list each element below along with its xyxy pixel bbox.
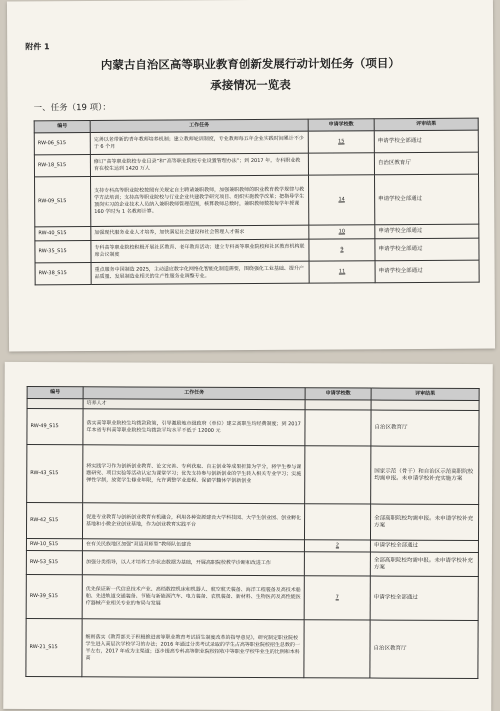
row-code: RW-06_S15 (34, 132, 90, 154)
annex-label: 附件 1 (25, 42, 50, 52)
row-result: 自治区教育厅 (370, 620, 478, 678)
row-result (371, 400, 479, 410)
row-result: 申请学校全部通过 (375, 260, 479, 283)
table-row (27, 445, 479, 505)
row-code: RW-21_S15 (26, 619, 82, 677)
row-task: 修订“高等职业院校专业目录”和“高等职业院校专业设置管理办法”；到 2017 年，专科职业教育在校生达到 1420 万人 (90, 153, 308, 176)
row-schools (304, 620, 370, 678)
row-task: 落实高等职业院校生均拨款政策，引导激励地市级政府（单位）建立高职生均经费制度；到 2017 年本省专科高等职业院校生均拨款平均水平不低于 12000 元 (83, 409, 305, 446)
row-task: 培养人才 (83, 399, 305, 410)
row-schools (305, 446, 371, 504)
document-title: 内蒙古自治区高等职业教育创新发展行动计划任务（项目） (100, 56, 400, 72)
row-task: 完善以老带新的青年教师培养机制；建立教师轮训制度，专业教师每五年企业实践时间累计不少于 6 个月 (90, 131, 308, 154)
row-schools: 7 (304, 576, 370, 620)
row-result: 全部高职院校均需申报。未申请学校补充方案 (370, 504, 478, 540)
section-heading: 一、任务（19 项）： (33, 102, 111, 114)
header-schools: 申请学校数 (305, 388, 371, 400)
row-result: 申请学校全部通过 (370, 540, 478, 552)
row-code: RW-10_S15 (26, 539, 82, 551)
row-code: RW-09_S15 (35, 176, 91, 226)
table-row (35, 260, 479, 285)
row-code (27, 399, 83, 409)
row-task: 支持专科高等职业院校按照有关规定自主聘请兼职教师，加强兼职教师的职业教育教学规律与教学方法培训；支持高等职业院校与行业企业共建教学研究项目、组织实施教学改革；把指导学生顶岗实习的企业技术人员纳入兼职教师管理范围，核算教师总数时，兼职教师数按每学年授课 160 学时为 1 名教师计算。 (91, 175, 309, 226)
row-code: RW-35_S15 (35, 240, 91, 262)
table-row (34, 130, 478, 155)
row-task: 加强现代服务业业人才培养，加快满足社会建设和社会管理人才需求 (91, 225, 309, 240)
row-result: 申请学校全部通过 (370, 576, 478, 620)
table-row (26, 619, 478, 679)
row-result: 自治区教育厅 (371, 410, 479, 446)
row-code: RW-18_S15 (34, 154, 90, 176)
row-task: 将实践学习作为创新创业教育、论文完善、专利获取、自主创业等成果折算为学分，将学生参与课题研究、项目实验等活动认定为课堂学习；优先支持参与创新创业的学生转入相关专业学习；实施弹性学制，放宽学生修业年限，允许调整学业进程、保留学籍休学创新创业 (83, 445, 305, 504)
header-code: 编号 (27, 387, 83, 399)
row-result: 国家示范（骨干）和自治区示范高职院校均需申报。未申请学校补充实施方案 (371, 446, 479, 504)
header-result: 评审结果 (374, 118, 478, 131)
row-schools: 9 (309, 239, 375, 261)
row-result: 申请学校全部通过 (375, 224, 479, 239)
row-code: RW-49_S15 (27, 409, 83, 445)
table-row (26, 551, 478, 577)
row-result: 自治区教育厅 (374, 152, 478, 175)
row-schools: 10 (309, 225, 375, 239)
row-schools: 14 (309, 175, 375, 225)
row-schools: 15 (308, 131, 374, 153)
table-row (26, 503, 478, 541)
row-task: 优先保证新一代信息技术产业、高档数控机床和机器人、航空航天装备、海洋工程装备及高技术船舶、先进轨道交通装备、节能与新能源汽车、电力装备、农机装备、新材料、生物医药及高性能医疗器械产业相关专业的布局与发展 (82, 575, 304, 620)
row-schools (304, 552, 370, 576)
row-result: 申请学校全部通过 (375, 238, 479, 261)
page-2 (3, 362, 493, 711)
header-task: 工作任务 (83, 387, 305, 400)
row-task: 专科高等职业院校积极开展社区教育、老年教育活动；建立专科高等职业院校和社区教育机构联席会议制度 (91, 239, 309, 262)
row-code: RW-53_S15 (26, 551, 82, 575)
document-subtitle: 承接情况一览表 (210, 77, 291, 93)
task-table-1 (34, 118, 480, 286)
row-result: 全部高职院校均需申报。未申请学校补充方案 (370, 552, 478, 576)
row-task: 重点服务中国制造 2025，主动适应数字化网络化智能化制造需要，围绕强化工业基础、提升产品质量、发展制造业相关的生产性服务业调整专业。 (91, 261, 309, 284)
row-task: 在有关民族地区加强“双语双师型”教师队伍建设 (82, 539, 304, 552)
row-result: 申请学校全部通过 (374, 130, 478, 153)
task-table-2 (25, 386, 479, 679)
row-schools: 11 (309, 261, 375, 283)
row-task: 细则落实《教育部关于积极推进高等职业教育考试招生制度改革的指导意见》，研究制定职业院校学生进入高层次学校学习的办法；2016 年通过分类考试录取的学生占高等职业院校招生总数的一半左右，2017 年成为主渠道；逐步提高专科高等职业院校招收中等职业学校毕业生的比例和本科高 (82, 619, 304, 678)
header-task: 工作任务 (90, 119, 308, 132)
table-row (27, 409, 479, 447)
row-schools (304, 504, 370, 540)
page-1 (7, 0, 495, 351)
row-result: 申请学校全部通过 (375, 174, 479, 225)
row-task: 加强分类指导，以人才培养工作状态数据为基础，开展高职院校教学诊断和改进工作 (82, 551, 304, 576)
header-result: 评审结果 (371, 388, 479, 400)
table-row (34, 152, 478, 177)
table-row (35, 174, 479, 227)
row-code: RW-42_S15 (26, 503, 82, 539)
table-row (35, 238, 479, 263)
row-schools (308, 153, 374, 175)
row-code: RW-43_S15 (27, 445, 83, 503)
header-schools: 申请学校数 (308, 119, 374, 131)
header-code: 编号 (34, 120, 90, 132)
row-schools (305, 410, 371, 446)
table-row (26, 575, 478, 621)
row-code: RW-39_S15 (26, 575, 82, 619)
row-schools (305, 400, 371, 410)
row-code: RW-40_S15 (35, 226, 91, 240)
row-task: 促进专业教育与创新创业教育有机融合，利用各种资源建设大学科技园、大学生创业园、创业孵化基地和小微企业创业基地，作为创业教育实践平台 (82, 503, 304, 540)
row-code: RW-38_S15 (35, 262, 91, 284)
row-schools: 2 (304, 540, 370, 552)
